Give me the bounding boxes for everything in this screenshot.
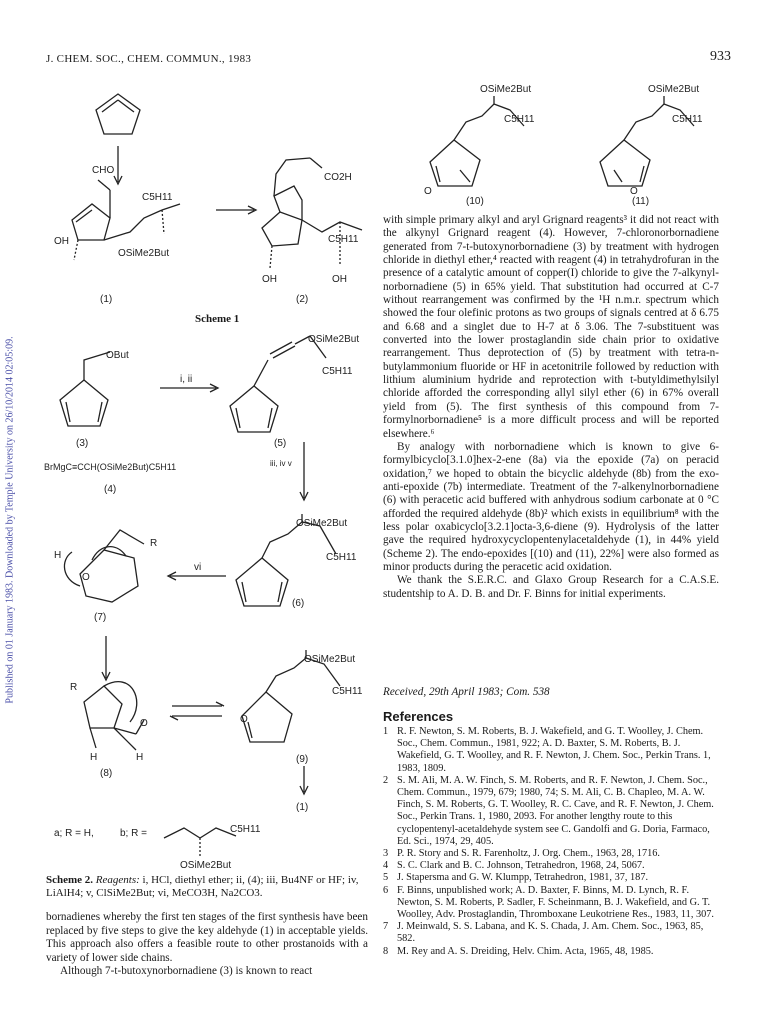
cho-label: CHO <box>92 165 115 176</box>
caption-text: i, HCl, diethyl ether; ii, (4); iii, Bu4NF or HF; iv, LiAlH4; v, ClSiMe2But; vi, MeCO3H, Na2CO3. <box>46 874 359 899</box>
compound-5-label: (5) <box>274 438 287 449</box>
provenance-sidebar <box>2 150 18 890</box>
scheme2-caption <box>46 874 366 900</box>
compound-8-label: (8) <box>100 768 113 779</box>
legend-b: b; R = <box>120 828 147 839</box>
o-label-11: O <box>630 186 638 197</box>
reference-item: 2 S. M. Ali, M. A. W. Finch, S. M. Roberts, and R. F. Newton, J. Chem. Soc., Chem. Commun., 1979, 679; 1980, 74; S. M. Ali, C. B. Chapleo, M. A. W. Finch, S. M. Roberts, G. T. Woolley, R. C. Cave, and R. F. Newton, J. Chem. Soc., Perkin Trans. 1, 1980, 2093. For another lengthy route to this cyclopentenyl-acetaldehyde system see C. Gandolfi and G. Doria, Farmaco, Ed. Sci., 1974, 29, 405. <box>383 774 714 847</box>
reference-item: 5 J. Stapersma and G. W. Klumpp, Tetrahedron, 1981, 37, 187. <box>383 872 649 884</box>
grignard-label: BrMgC≡CCH(OSiMe2But)C5H11 <box>44 462 177 472</box>
reference-item: 8 M. Rey and A. S. Dreiding, Helv. Chim. Acta, 1965, 48, 1985. <box>383 945 654 957</box>
compound-6-label: (6) <box>292 598 305 609</box>
c5h11-label-10: C5H11 <box>504 114 535 125</box>
o-label-7: O <box>82 572 90 583</box>
osime2bu-label-10: OSiMe2But <box>480 84 532 95</box>
page-number: 933 <box>710 49 731 64</box>
compound-9-label: (9) <box>296 754 309 765</box>
journal-header: J. CHEM. SOC., CHEM. COMMUN., 1983 <box>46 53 252 65</box>
c5h11-label-11: C5H11 <box>672 114 703 125</box>
step-i-ii-label: i, ii <box>180 374 193 385</box>
references-heading: References <box>383 709 454 724</box>
h-label-8b: H <box>136 752 144 763</box>
provenance-text[interactable]: Published on 01 January 1983. Downloaded by Temple University on 26/10/2014 02:05:09. <box>4 336 16 704</box>
left-paragraph-2: Although 7-t-butoxynorbornadiene (3) is known to react <box>60 965 313 978</box>
o-label-9: O <box>240 714 248 725</box>
right-column-text <box>383 214 719 601</box>
r-label-8: R <box>70 682 78 693</box>
c5h11-label-6: C5H11 <box>326 552 357 563</box>
reference-item: 6 F. Binns, unpublished work; A. D. Baxter, F. Binns, M. D. Lynch, R. F. Newton, S. M. Roberts, P. Sadler, F. Scheinmann, B. J. Wakefield, and G. T. Woolley, Adv. Prostaglandin, Thromboxane Leukotriene Res., 1983, 11, 307. <box>383 884 714 921</box>
osime2bu-label-b: OSiMe2But <box>180 860 232 870</box>
step-vi-label: vi <box>194 562 202 573</box>
caption-reagents: Reagents: <box>95 874 140 886</box>
reference-item: 1 R. F. Newton, S. M. Roberts, B. J. Wakefield, and G. T. Woolley, J. Chem. Soc., Chem. Commun., 1981, 922; A. D. Baxter, S. M. Roberts, B. J. Wakefield, G. T. Woolley, and R. F. Newton, J. Chem. Soc., Perkin Trans. 1, 1983, 1809. <box>383 726 711 774</box>
o-label-10: O <box>424 186 432 197</box>
osime2bu-label-6: OSiMe2But <box>296 518 348 529</box>
c5h11-label-2: C5H11 <box>328 234 359 245</box>
compounds-10-11 <box>400 70 720 210</box>
reference-item: 3 P. R. Story and S. R. Farenholtz, J. Org. Chem., 1963, 28, 1716. <box>383 848 660 860</box>
received-date: Received, 29th April 1983; Com. 538 <box>383 686 550 698</box>
osime2bu-label-9: OSiMe2But <box>304 654 356 665</box>
osime2bu-label-1: OSiMe2But <box>118 248 170 259</box>
c5h11-label-b: C5H11 <box>230 824 261 835</box>
compound-1b-label: (1) <box>296 802 309 813</box>
compound-2-label: (2) <box>296 294 309 305</box>
o-label-8: O <box>140 718 148 729</box>
c5h11-label-1: C5H11 <box>142 192 173 203</box>
c5h11-label-9: C5H11 <box>332 686 363 697</box>
step-iii-iv-v-label: iii, iv v <box>270 459 292 468</box>
right-paragraph-2: By analogy with norbornadiene which is known to give 6-formylbicyclo[3.1.0]hex-2-ene (8a) via the epoxide (7a) on peracid oxidation,⁷ we hoped to obtain the bicyclic aldehyde (8b) from the exo-anti-epoxide (7b) intermediate. Treatment of the 7-alkenylnorbornadiene (6) with peracetic acid buffered with anhydrous sodium carbonate at 0 °C afforded the required aldehyde (8b)² which exists in equilibrium⁸ with the less polar oxabicyclo[3.2.1]octa-3,6-diene (9). Hydrolysis of the latter gave the required hydroxycyclopentenylacetaldehyde (1), in 44% yield (Scheme 2). The endo-epoxides [(10) and (11), 22%] were also formed as minor products during the peracetic acid oxidation. <box>383 440 719 573</box>
reference-item: 7 J. Meinwald, S. S. Labana, and K. S. Chada, J. Am. Chem. Soc., 1963, 85, 582. <box>383 921 704 945</box>
scheme2-structures <box>40 330 380 870</box>
osime2bu-label-11: OSiMe2But <box>648 84 700 95</box>
right-paragraph-1: with simple primary alkyl and aryl Grignard reagents³ it did not react with the alkynyl Grignard reagent (4). However, 7-chloronorbornadiene generated from 7-t-butoxynorbornadiene (3) by treatment with hydrogen chloride in diethyl ether,⁴ reacted with reagent (4) in tetrahydrofuran in the presence of a catalytic amount of copper(I) chloride to give the 7-alkynyl-norbornadiene (5) in 65% yield. That substitution had occurred at C-7 without rearrangement was confirmed by the ¹H n.m.r. spectrum which showed the four olefinic protons as two groups of signals centred at δ 6.75 and 6.68 and a singlet due to H-7 at δ 3.06. The 7-substituent was converted into the lower prostaglandin side chain prior to oxidative rearrangement. Thus deprotection of (5) by treatment with tetra-n-butylammonium fluoride or HF in acetonitrile followed by reduction with lithium aluminium hydride and reprotection with t-butyldimethylsilyl chloride afforded the corresponding allyl silyl ether (6) in 67% overall yield from (5). The first synthesis of this compound from 7-formylnorbornadiene⁵ is a more difficult process and will be reported elsewhere.⁶ <box>383 214 719 440</box>
co2h-label: CO2H <box>324 172 352 183</box>
oh-label-2: OH <box>262 274 277 285</box>
h-label-8a: H <box>90 752 98 763</box>
compound-7-label: (7) <box>94 612 107 623</box>
compound-10-label: (10) <box>466 196 484 207</box>
scheme1-title: Scheme 1 <box>195 313 240 325</box>
compound-4-label: (4) <box>104 484 117 495</box>
c5h11-label-5: C5H11 <box>322 366 353 377</box>
left-paragraph-1: bornadienes whereby the first ten stages of the first synthesis have been replaced by five steps to give the key aldehyde (1) in acceptable yields. This approach also offers a feasible route to other prostanoids with a variety of lower side chains. <box>46 911 368 964</box>
oh-label-3: OH <box>332 274 347 285</box>
scheme1-structures <box>40 70 380 315</box>
right-paragraph-3: We thank the S.E.R.C. and Glaxo Group Research for a C.A.S.E. studentship to A. D. B. and Dr. F. Binns for initial experiments. <box>383 574 719 600</box>
r-label-7: R <box>150 538 158 549</box>
compound-3-label: (3) <box>76 438 89 449</box>
caption-label: Scheme 2. <box>46 874 94 886</box>
legend-a: a; R = H, <box>54 828 94 839</box>
osime2bu-label-5: OSiMe2But <box>308 334 360 345</box>
compound-11-label: (11) <box>632 196 650 207</box>
h-label-7: H <box>54 550 62 561</box>
obu-label: OBut <box>106 350 129 361</box>
references-list <box>383 726 719 958</box>
oh-label-1: OH <box>54 236 69 247</box>
reference-item: 4 S. C. Clark and B. C. Johnson, Tetrahedron, 1968, 24, 5067. <box>383 860 645 872</box>
left-column-text <box>46 911 368 979</box>
compound-1-label: (1) <box>100 294 113 305</box>
